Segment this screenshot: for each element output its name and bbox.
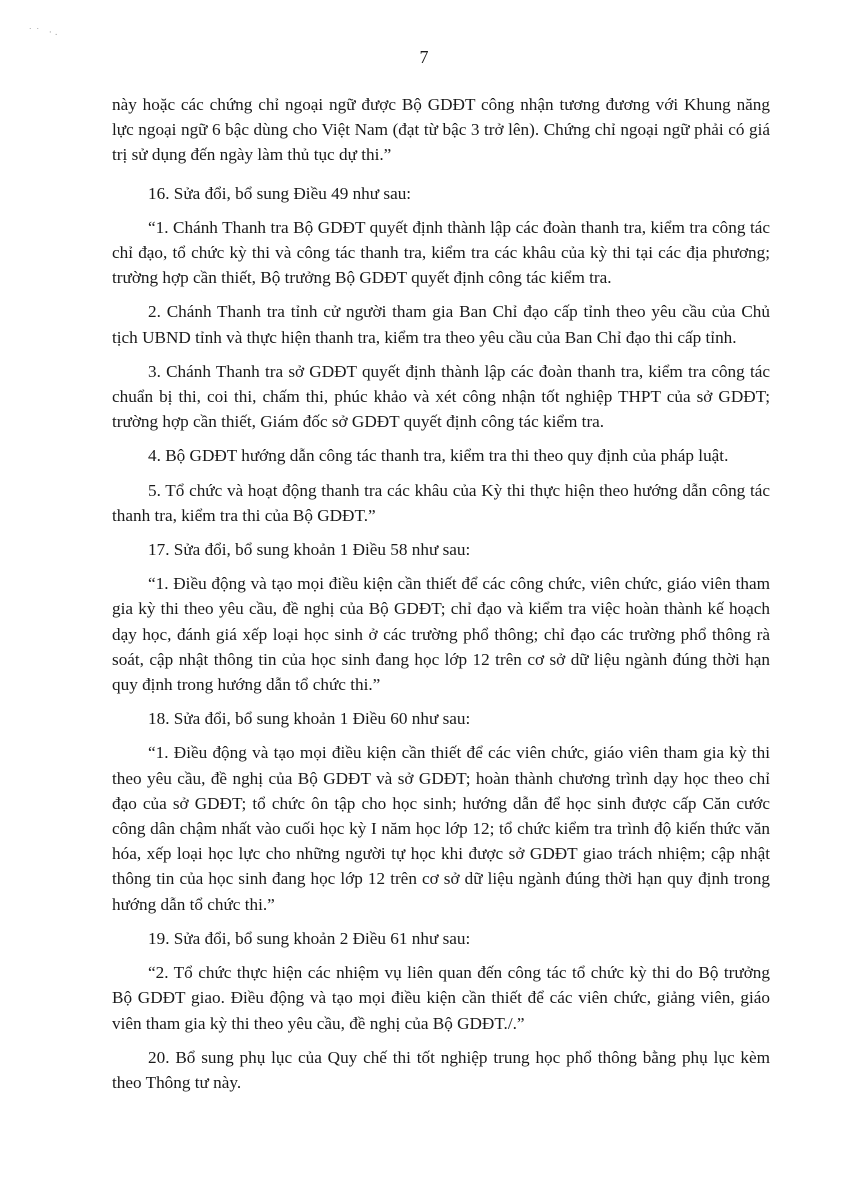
item-16-heading: 16. Sửa đổi, bổ sung Điều 49 như sau: [148, 183, 412, 203]
item-16-clause-5: 5. Tổ chức và hoạt động thanh tra các khâu của Kỳ thi thực hiện theo hướng dẫn công tác thanh tra, kiểm tra thi của Bộ GDĐT.” [112, 480, 770, 525]
page-number: 7 [419, 47, 429, 67]
item-17-heading: 17. Sửa đổi, bổ sung khoản 1 Điều 58 như sau: [148, 540, 471, 560]
document-body [112, 92, 770, 1095]
scan-artifact: ˙˙ ·. [28, 28, 61, 38]
item-16-clause-3: 3. Chánh Thanh tra sở GDĐT quyết định thành lập các đoàn thanh tra, kiểm tra công tác chuẩn bị thi, coi thi, chấm thi, phúc khảo và xét công nhận tốt nghiệp THPT của sở GDĐT; trường hợp cần thiết, Giám đốc sở GDĐT quyết định công tác kiểm tra. [112, 361, 770, 432]
item-20-paragraph: 20. Bổ sung phụ lục của Quy chế thi tốt nghiệp trung học phổ thông bằng phụ lục kèm theo Thông tư này. [112, 1047, 770, 1092]
item-16-clause-2: 2. Chánh Thanh tra tỉnh cử người tham gia Ban Chỉ đạo cấp tỉnh theo yêu cầu của Chủ tịch UBND tỉnh và thực hiện thanh tra, kiểm tra theo yêu cầu của Ban Chỉ đạo thi cấp tỉnh. [112, 302, 770, 347]
item-17-clause-1: “1. Điều động và tạo mọi điều kiện cần thiết để các công chức, viên chức, giáo viên tham gia kỳ thi theo yêu cầu, đề nghị của Bộ GDĐT; chỉ đạo và kiểm tra việc hoàn thành kế hoạch dạy học, đánh giá xếp loại học sinh ở các trường phổ thông; chỉ đạo các trường phổ thông rà soát, cập nhật thông tin của học sinh đang học lớp 12 trên cơ sở dữ liệu ngành đúng thời hạn quy định trong hướng dẫn tổ chức thi.” [112, 574, 770, 695]
item-16-clause-4: 4. Bộ GDĐT hướng dẫn công tác thanh tra, kiểm tra thi theo quy định của pháp luật. [148, 446, 729, 466]
item-18-clause-1: “1. Điều động và tạo mọi điều kiện cần thiết để các viên chức, giáo viên tham gia kỳ thi theo yêu cầu, đề nghị của Bộ GDĐT và sở GDĐT; hoàn thành chương trình dạy học theo chỉ đạo của sở GDĐT; tổ chức ôn tập cho học sinh; hướng dẫn để học sinh được cấp Căn cước công dân chậm nhất vào cuối học kỳ I năm học lớp 12; tổ chức kiểm tra trình độ kiến thức văn hóa, xếp loại học lực cho những người tự học khi được sở GDĐT giao trách nhiệm; cập nhật thông tin của học sinh đang học lớp 12 trên cơ sở dữ liệu ngành đúng thời hạn quy định trong hướng dẫn tổ chức thi.” [112, 743, 770, 914]
item-19-heading: 19. Sửa đổi, bổ sung khoản 2 Điều 61 như sau: [148, 928, 471, 948]
item-18-heading: 18. Sửa đổi, bổ sung khoản 1 Điều 60 như sau: [148, 709, 471, 729]
item-16-clause-1: “1. Chánh Thanh tra Bộ GDĐT quyết định thành lập các đoàn thanh tra, kiểm tra công tác chỉ đạo, tổ chức kỳ thi và công tác thanh tra, kiểm tra các khâu của kỳ thi tại các địa phương; trường hợp cần thiết, Bộ trưởng Bộ GDĐT quyết định công tác kiểm tra. [112, 217, 770, 288]
item-19-clause-2: “2. Tổ chức thực hiện các nhiệm vụ liên quan đến công tác tổ chức kỳ thi do Bộ trưởng Bộ GDĐT giao. Điều động và tạo mọi điều kiện cần thiết để các viên chức, giảng viên, giáo viên tham gia kỳ thi theo yêu cầu, đề nghị của Bộ GDĐT./.” [112, 963, 770, 1033]
paragraph-continuation: này hoặc các chứng chỉ ngoại ngữ được Bộ GDĐT công nhận tương đương với Khung năng lực ngoại ngữ 6 bậc dùng cho Việt Nam (đạt từ bậc 3 trở lên). Chứng chỉ ngoại ngữ phải có giá trị sử dụng đến ngày làm thủ tục dự thi.” [112, 95, 770, 165]
